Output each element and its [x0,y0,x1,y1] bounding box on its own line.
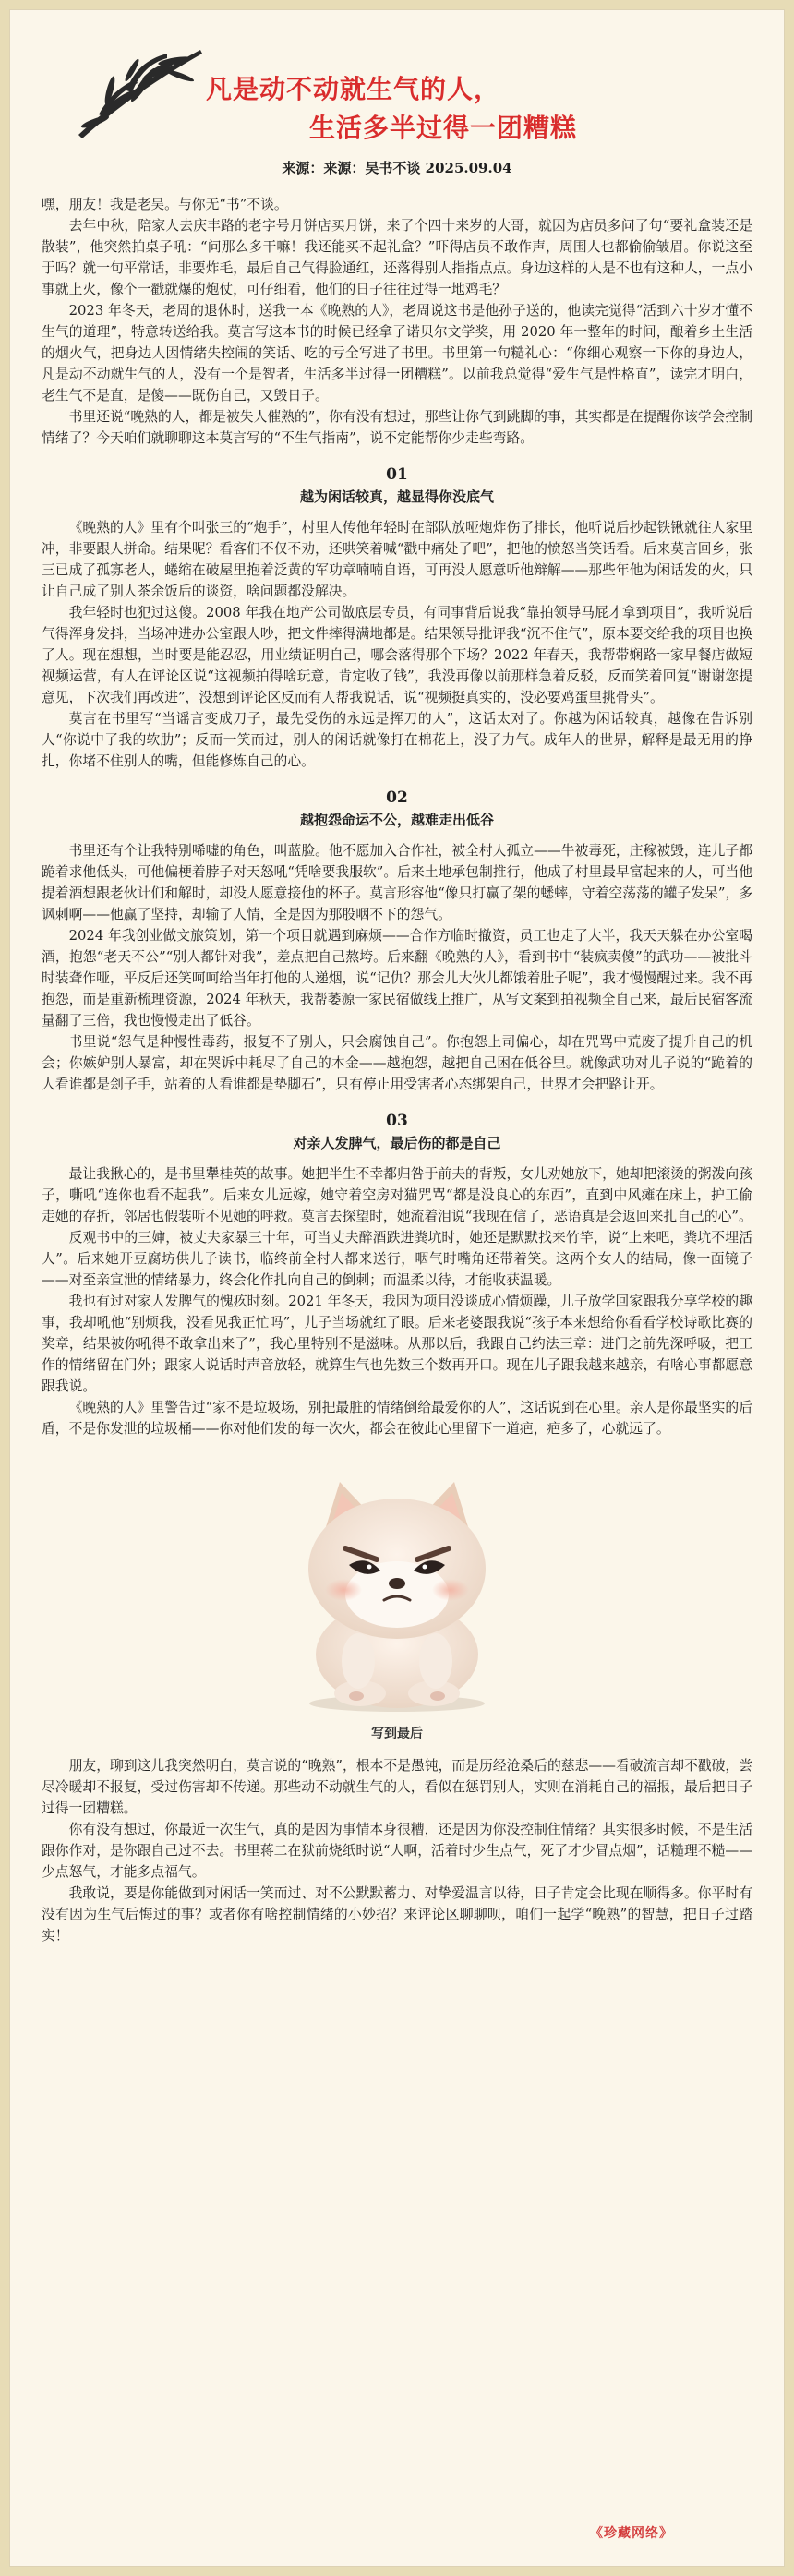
signature-label: 《珍藏网络》 [590,2526,673,2541]
ink-bamboo-icon [71,42,210,144]
angry-puppy-illustration [231,1465,563,1715]
article-header [42,10,752,158]
intro-paragraph: 嘿，朋友！我是老吴。与你无“书”不谈。 [42,197,288,212]
section-subtitle: 越抱怨命运不公，越难走出低谷 [299,812,494,828]
article-title [206,70,723,148]
section-number: 01 [386,465,408,484]
section-1-paragraph: 《晚熟的人》里有个叫张三的“炮手”，村里人传他年轻时在部队放哑炮炸伤了排长，他听说后抄起铁锹就往人家里冲，非要跟人拼命。结果呢？看客们不仅不劝，还哄笑着喊“戳中痛处了吧”，把他的愤怒当笑话看。后来莫言回乡，张三已成了孤寡老人，蜷缩在破屋里抱着泛黄的军功章喃喃自语，可再没人愿意听他辩解——那些年他为闲话发的火，只让自己成了别人茶余饭后的谈资，啥问题都没解决。 [42,520,752,599]
ending-paragraph: 朋友，聊到这儿我突然明白，莫言说的“晚熟”，根本不是愚钝，而是历经沧桑后的慈悲——看破流言却不戳破，尝尽冷暖却不报复，受过伤害却不传递。那些动不动就生气的人，看似在惩罚别人，实则在消耗自己的福报，最后把日子过得一团糟糕。 [42,1758,752,1816]
section-subtitle: 对亲人发脾气，最后伤的都是自己 [293,1135,501,1151]
title-line-1: 凡是动不动就生气的人， [206,74,501,104]
section-1-paragraph: 我年轻时也犯过这傻。2008 年我在地产公司做底层专员，有同事背后说我“靠拍领导马屁才拿到项目”，我听说后气得浑身发抖，当场冲进办公室跟人吵，把文件摔得满地都是。结果领导批评我“沉不住气”，原本要交给我的项目也换了人。现在想想，当时要是能忍忍，用业绩证明自己，哪会落得那个下场？2022 年春天，我帮带娴路一家早餐店做短视频运营，有人在评论区说“这视频拍得啥玩意，肯定收了钱”，我没再像以前那样急着反驳，反而笑着回复“谢谢您提意见，下次我们再改进”，没想到评论区反而有人帮我说话，说“视频挺真实的，没必要鸡蛋里挑骨头”。 [42,605,752,705]
article-source: 来源：来源：吴书不谈 2025.09.04 [282,160,512,176]
intro-paragraph: 去年中秋，陪家人去庆丰路的老字号月饼店买月饼，来了个四十来岁的大哥，就因为店员多问了句“要礼盒装还是散装”，他突然拍桌子吼：“问那么多干嘛！我还能买不起礼盒？”吓得店员不敢作声，周围人也都偷偷皱眉。你说这至于吗？就一句平常话，非要炸毛，最后自己气得脸通红，还落得别人指指点点。身边这样的人是不也有这种人，一点小事就上火，像个一戳就爆的炮仗，可仔细看，他们的日子往往过得一地鸡毛？ [42,218,752,297]
section-number: 03 [386,1112,408,1130]
article-paper [9,9,785,2567]
section-3-heading [42,1110,752,1154]
section-number: 02 [386,788,408,807]
image-caption: 写到最后 [371,1727,423,1741]
section-3-paragraph: 反观书中的三婶，被丈夫家暴三十年，可当丈夫醉酒跌进粪坑时，她还是默默找来竹竿，说“上来吧，粪坑不埋活人”。后来她开豆腐坊供儿子读书，临终前全村人都来送行，咽气时嘴角还带着笑。这两个女人的结局，像一面镜子——对至亲宣泄的情绪暴力，终会化作扎向自己的倒刺；而温柔以待，才能收获温暖。 [42,1230,752,1288]
section-3-paragraph: 我也有过对家人发脾气的愧疚时刻。2021 年冬天，我因为项目没谈成心情烦躁，儿子放学回家跟我分享学校的趣事，我却吼他“别烦我，没看见我正忙吗”，儿子当场就红了眼。后来老婆跟我说“孩子本来想给你看看学校诗歌比赛的奖章，结果被你吼得不敢拿出来了”，我心里特别不是滋味。从那以后，我跟自己约法三章：进门之前先深呼吸，把工作的情绪留在门外；跟家人说话时声音放轻，就算生气也先数三个数再开口。现在儿子跟我越来越亲，有啥心事都愿意跟我说。 [42,1294,752,1394]
intro-paragraph: 2023 年冬天，老周的退休时，送我一本《晚熟的人》，老周说这书是他孙子送的，他读完觉得“活到六十岁才懂不生气的道理”，特意转送给我。莫言写这本书的时候已经拿了诺贝尔文学奖，用 2020 年一整年的时间，酿着乡土生活的烟火气，把身边人因情绪失控闹的笑话、吃的亏全写进了书里。书里第一句糙礼心：“你细心观察一下你的身边人，凡是动不动就生气的人，没有一个是智者，生活多半过得一团糟糕”。以前我总觉得“爱生气是性格直”，读完才明白，老生气不是直，是傻——既伤自己，又毁日子。 [42,303,752,403]
section-2-paragraph: 书里说“怨气是种慢性毒药，报复不了别人，只会腐蚀自己”。你抱怨上司偏心，却在咒骂中荒废了提升自己的机会；你嫉妒别人暴富，却在哭诉中耗尽了自己的本金——越抱怨，越把自己困在低谷里。就像武功对儿子说的“跪着的人看谁都是刽子手，站着的人看谁都是垫脚石”，只有停止用受害者心态绑架自己，世界才会把路让开。 [42,1034,752,1092]
section-subtitle: 越为闲话较真，越显得你没底气 [299,488,494,505]
section-3-paragraph: 《晚熟的人》里警告过“家不是垃圾场，别把最脏的情绪倒给最爱你的人”，这话说到在心里。亲人是你最坚实的后盾，不是你发泄的垃圾桶——你对他们发的每一次火，都会在彼此心里留下一道疤，疤多了，心就远了。 [42,1400,752,1437]
ending-paragraph: 你有没有想过，你最近一次生气，真的是因为事情本身很糟，还是因为你没控制住情绪？其实很多时候，不是生活跟你作对，是你跟自己过不去。书里蒋二在狱前烧纸时说“人啊，活着时少生点气，死了才少冒点烟”，话糙理不糙——少点怒气，才能多点福气。 [42,1822,752,1880]
section-1-paragraph: 莫言在书里写“当谣言变成刀子，最先受伤的永远是挥刀的人”，这话太对了。你越为闲话较真，越像在告诉别人“你说中了我的软肋”；反而一笑而过，别人的闲话就像打在棉花上，没了力气。成年人的世界，解释是最无用的挣扎，你堵不住别人的嘴，但能修炼自己的心。 [42,711,752,769]
intro-paragraph: 书里还说“晚熟的人，都是被失人催熟的”，你有没有想过，那些让你气到跳脚的事，其实都是在提醒你该学会控制情绪了？今天咱们就聊聊这本莫言写的“不生气指南”，说不定能帮你少走些弯路。 [42,409,752,446]
title-line-2: 生活多半过得一团糟糕 [309,113,578,143]
section-2-paragraph: 2024 年我创业做文旅策划，第一个项目就遇到麻烦——合作方临时撤资，员工也走了大半，我天天躲在办公室喝酒，抱怨“老天不公”“别人都针对我”，差点把自己熬垮。后来翻《晚熟的人》，看到书中“装疯卖傻”的武功——被批斗时装聋作哑，平反后还笑呵呵给当年打他的人递烟，说“记仇？那会儿大伙儿都饿着肚子呢”，我才慢慢醒过来。我不再抱怨，而是重新梳理资源，2024 年秋天，我帮萎源一家民宿做线上推广，从写文案到拍视频全自己来，最后民宿客流量翻了三倍，我也慢慢走出了低谷。 [42,928,752,1029]
section-2-heading [42,787,752,831]
section-2-paragraph: 书里还有个让我特别唏嘘的角色，叫蓝脸。他不愿加入合作社，被全村人孤立——牛被毒死，庄稼被毁，连儿子都跪着求他低头，可他偏梗着脖子对天怒吼“凭啥要我服软”。后来土地承包制推行，他成了村里最早富起来的人，可当他提着酒想跟老伙计们和解时，却没人愿意接他的杯子。莫言形容他“像只打赢了架的蟋蟀，守着空荡荡的罐子发呆”，多讽刺啊——他赢了坚持，却输了人情，全是因为那股咽不下的怨气。 [42,843,752,922]
section-3-paragraph: 最让我揪心的，是书里犟桂英的故事。她把半生不幸都归咎于前夫的背叛，女儿劝她放下，她却把滚烫的粥泼向孩子，嘶吼“连你也看不起我”。后来女儿远嫁，她守着空房对猫咒骂“都是没良心的东西”，直到中风瘫在床上，护工偷走她的存折，邻居也假装听不见她的呼救。莫言去探望时，她流着泪说“我现在信了，恶语真是会返回来扎自己的心”。 [42,1166,752,1224]
section-1-heading [42,463,752,508]
angry-puppy-icon [259,1465,535,1715]
article-body [42,194,752,1946]
ending-paragraph: 我敢说，要是你能做到对闲话一笑而过、对不公默默蓄力、对挚爱温言以待，日子肯定会比现在顺得多。你平时有没有因为生气后悔过的事？或者你有啥控制情绪的小妙招？来评论区聊聊呗，咱们一起学“晚熟”的智慧，把日子过踏实！ [42,1885,752,1944]
